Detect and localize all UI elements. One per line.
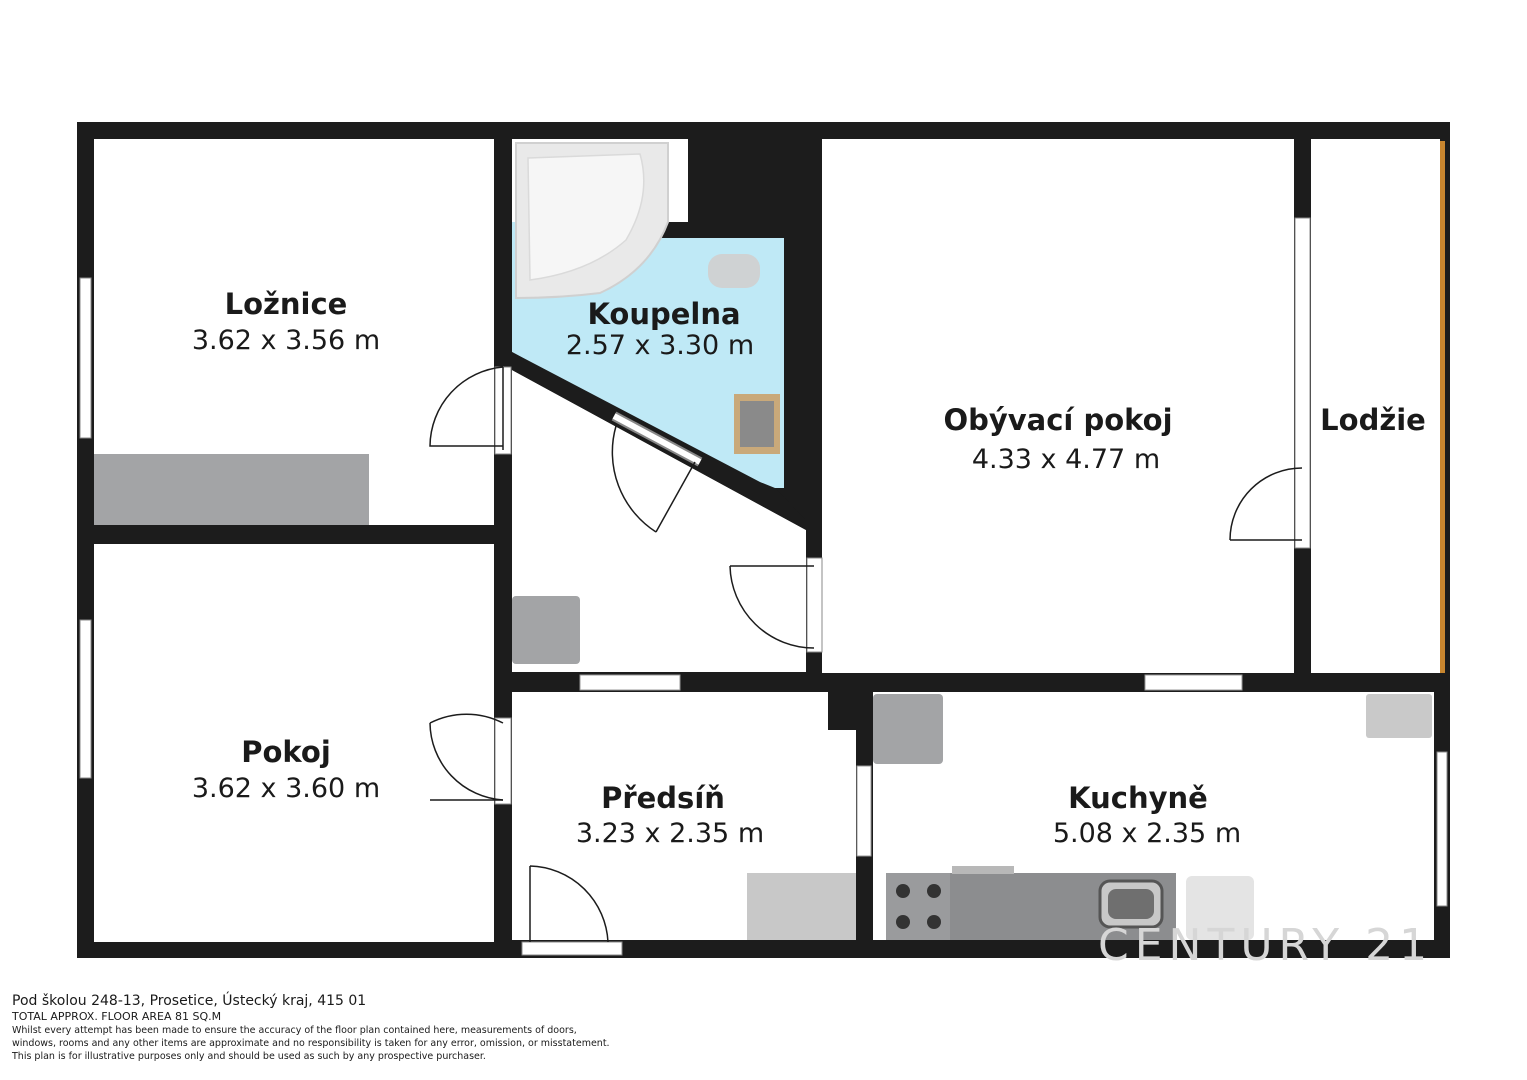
kitchen-fridge [873, 694, 943, 764]
address: Pod školou 248-13, Prosetice, Ústecký kraj, 415 01 [12, 993, 367, 1009]
room-predsin-dims: 3.23 x 2.35 m [575, 818, 765, 849]
window [80, 278, 91, 438]
room-kuchyne-name: Kuchyně [1068, 781, 1208, 815]
hob-burner [927, 915, 941, 929]
room-loznice-dims: 3.62 x 3.56 m [191, 325, 381, 356]
room-obyvaci-dims: 4.33 x 4.77 m [971, 444, 1161, 475]
window [80, 620, 91, 778]
vent-opening [1145, 675, 1242, 690]
room-pokoj-name: Pokoj [241, 735, 331, 769]
room-kuchyne-dims: 5.08 x 2.35 m [1052, 818, 1242, 849]
room-koupelna-dims: 2.57 x 3.30 m [565, 330, 755, 361]
vent-opening [580, 675, 680, 690]
room-loznice-name: Ložnice [224, 287, 348, 321]
total-area: TOTAL APPROX. FLOOR AREA 81 SQ.M [12, 1010, 222, 1023]
room-obyvaci-name: Obývací pokoj [943, 403, 1173, 437]
toilet [708, 254, 760, 288]
watermark: CENTURY 21 [1098, 920, 1434, 971]
vent-opening [857, 766, 871, 856]
hob-burner [927, 884, 941, 898]
room-lodzie-name: Lodžie [1320, 403, 1426, 437]
hob-burner [896, 884, 910, 898]
window [1437, 752, 1447, 906]
disclaimer-line: This plan is for illustrative purposes only and should be used as such by any prospective purchaser. [12, 1051, 486, 1062]
room-predsin-name: Předsíň [601, 781, 725, 815]
kitchen-corner-unit [1366, 694, 1432, 738]
hob-burner [896, 915, 910, 929]
kitchen-hob [886, 873, 950, 940]
room-pokoj-dims: 3.62 x 3.60 m [191, 773, 381, 804]
loggia-railing [1440, 141, 1445, 673]
window [182, 139, 404, 155]
kitchen-shelf [952, 866, 1014, 874]
hall-cabinet [512, 596, 580, 664]
plan-footer [12, 992, 772, 1063]
disclaimer-line: Whilst every attempt has been made to ensure the accuracy of the floor plan contained here, measurements of doors, [12, 1025, 577, 1036]
disclaimer-line: windows, rooms and any other items are approximate and no responsibility is taken for any error, omission, or misstatement. [12, 1038, 610, 1049]
predsin-cabinet [747, 873, 856, 940]
washbasin-inner [740, 401, 774, 447]
room-koupelna-name: Koupelna [587, 297, 741, 331]
bedroom-wardrobe [94, 454, 369, 525]
kitchen-sink-bowl [1108, 889, 1154, 919]
